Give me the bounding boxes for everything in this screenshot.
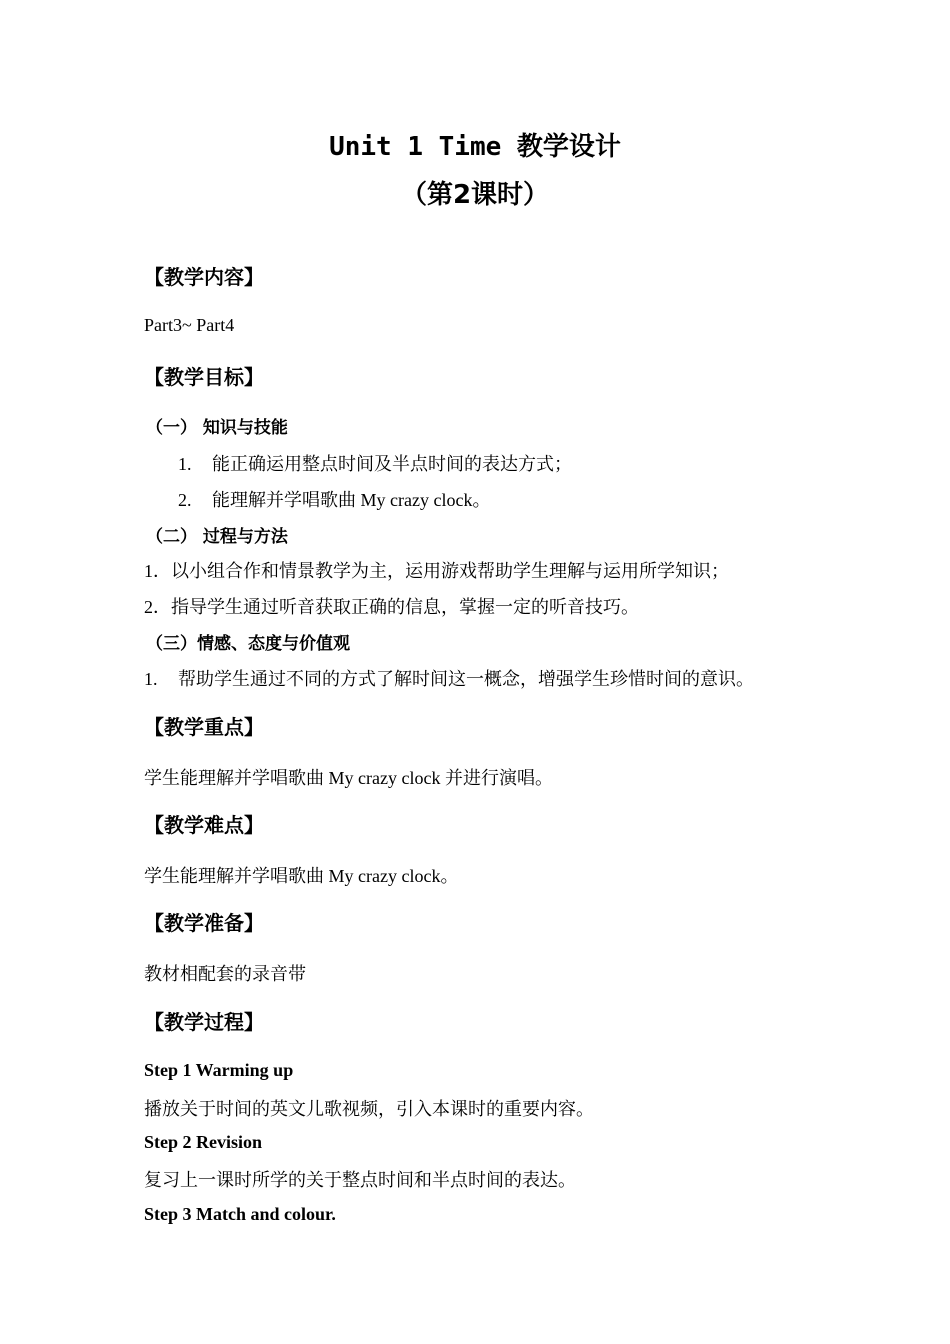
list-item-number: 1. <box>178 454 192 474</box>
section-heading-objectives: 【教学目标】 <box>144 365 264 389</box>
subheading-process: （二） 过程与方法 <box>146 527 288 547</box>
list-item-number: 1． <box>144 561 171 581</box>
step-title: Step 3 Match and colour. <box>144 1204 336 1224</box>
list-item <box>144 665 754 691</box>
content-text: Part3~ Part4 <box>144 315 235 335</box>
step-text: 复习上一课时所学的关于整点时间和半点时间的表达。 <box>144 1170 576 1190</box>
document-subtitle: （第2课时） <box>400 180 550 210</box>
preparation-text: 教材相配套的录音带 <box>144 964 306 984</box>
subheading-emotion: （三）情感、态度与价值观 <box>146 634 350 654</box>
list-item-text: 能正确运用整点时间及半点时间的表达方式； <box>212 454 572 474</box>
section-heading-key-points: 【教学重点】 <box>144 715 264 739</box>
difficulties-text: 学生能理解并学唱歌曲 My crazy clock。 <box>144 866 459 886</box>
section-heading-content: 【教学内容】 <box>144 265 264 289</box>
section-heading-preparation: 【教学准备】 <box>144 911 264 935</box>
list-item-text: 指导学生通过听音获取正确的信息，掌握一定的听音技巧。 <box>171 597 639 617</box>
list-item-text: 以小组合作和情景教学为主，运用游戏帮助学生理解与运用所学知识； <box>171 561 729 581</box>
step-title: Step 2 Revision <box>144 1132 263 1152</box>
list-item <box>178 486 490 512</box>
key-points-text: 学生能理解并学唱歌曲 My crazy clock 并进行演唱。 <box>144 768 553 788</box>
list-item <box>178 450 572 476</box>
list-item-number: 2． <box>144 597 171 617</box>
list-item <box>144 593 639 619</box>
list-item-text: 能理解并学唱歌曲 My crazy clock。 <box>212 490 491 510</box>
list-item-number: 1. <box>144 669 158 689</box>
step-text: 播放关于时间的英文儿歌视频，引入本课时的重要内容。 <box>144 1099 594 1119</box>
document-title: Unit 1 Time 教学设计 <box>329 132 621 162</box>
subheading-knowledge: （一） 知识与技能 <box>146 418 288 438</box>
step-title: Step 1 Warming up <box>144 1060 294 1080</box>
section-heading-procedure: 【教学过程】 <box>144 1010 264 1034</box>
section-heading-difficulties: 【教学难点】 <box>144 813 264 837</box>
list-item <box>144 557 729 583</box>
list-item-text: 帮助学生通过不同的方式了解时间这一概念，增强学生珍惜时间的意识。 <box>178 669 754 689</box>
list-item-number: 2. <box>178 490 192 510</box>
